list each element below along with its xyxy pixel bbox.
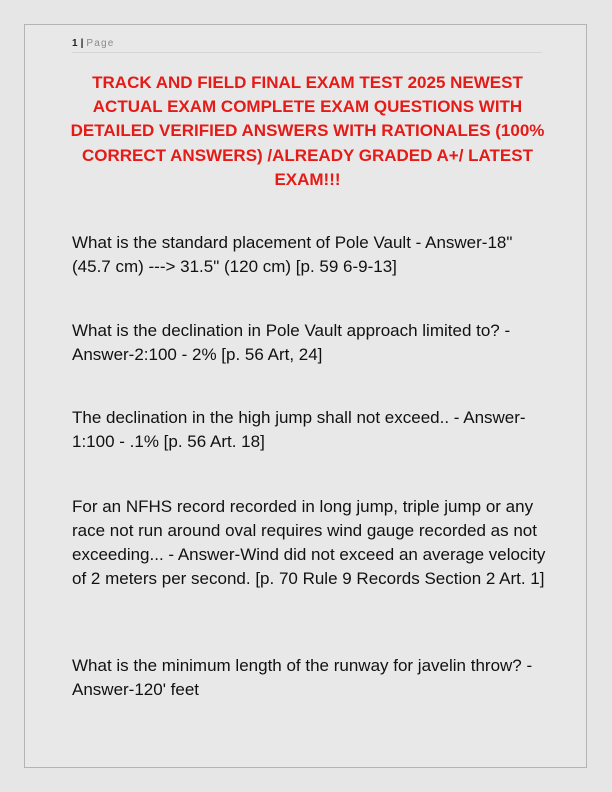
document-page <box>24 24 587 768</box>
qa-item: What is the standard placement of Pole Vault - Answer-18" (45.7 cm) ---> 31.5" (120 cm) [p. 59 6-9-13] <box>72 233 513 276</box>
document-title: TRACK AND FIELD FINAL EXAM TEST 2025 NEWEST ACTUAL EXAM COMPLETE EXAM QUESTIONS WITH DETAILED VERIFIED ANSWERS WITH RATIONALES (100% CORRECT ANSWERS) /ALREADY GRADED A+/ LATEST EXAM!!! <box>70 73 545 189</box>
qa-item: What is the declination in Pole Vault approach limited to? - Answer-2:100 - 2% [p. 56 Art, 24] <box>72 321 511 364</box>
qa-item: The declination in the high jump shall not exceed.. - Answer-1:100 - .1% [p. 56 Art. 18] <box>72 408 526 451</box>
qa-item: For an NFHS record recorded in long jump, triple jump or any race not run around oval requires wind gauge recorded as not exceeding... - Answer-Wind did not exceed an average velocity of 2 meters per second. [p. 70 Rule 9 Records Section 2 Art. 1] <box>72 497 546 588</box>
page-header <box>72 35 542 53</box>
page-header-separator: | <box>80 38 84 49</box>
page-header-label: Page <box>86 38 115 49</box>
page-number: 1 <box>72 38 78 49</box>
qa-item: What is the minimum length of the runway for javelin throw? - Answer-120' feet <box>72 656 533 699</box>
